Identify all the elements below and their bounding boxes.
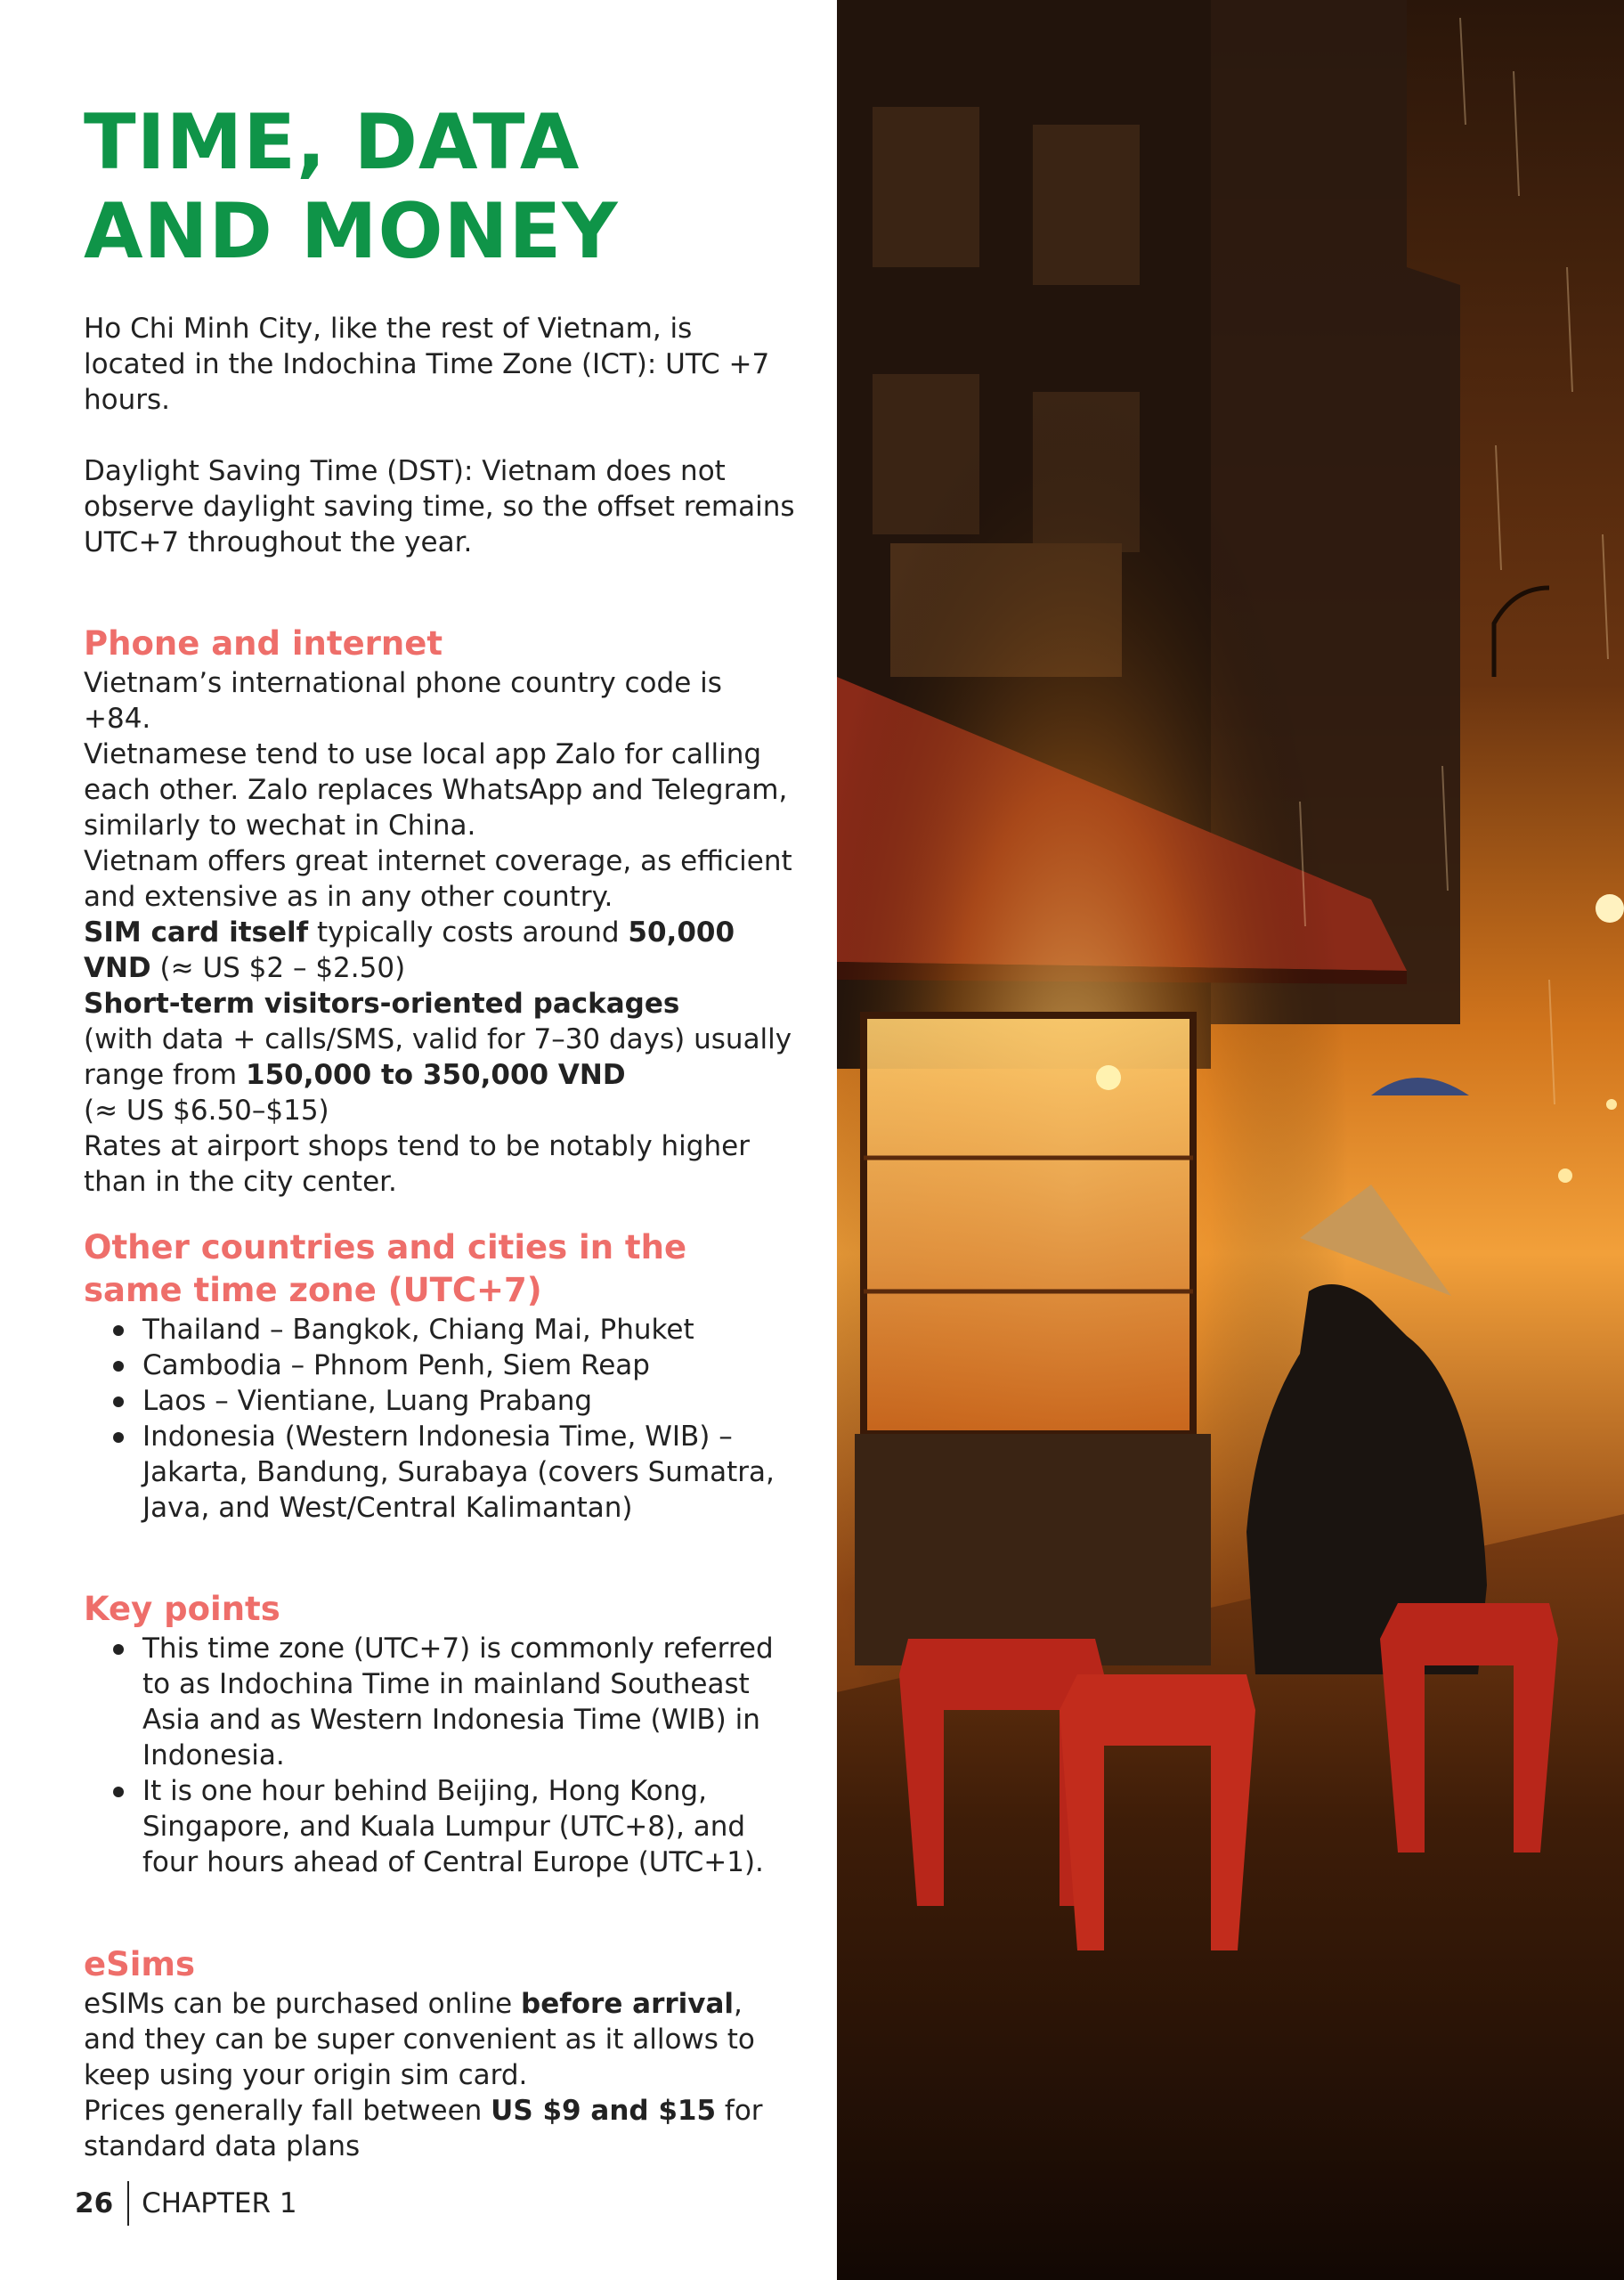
list-item: Cambodia – Phnom Penh, Siem Reap (84, 1348, 796, 1383)
timezone-list (84, 1312, 796, 1526)
title-line-2: AND MONEY (84, 187, 619, 276)
street-food-illustration (837, 0, 1624, 2280)
esims-price-text-a: Prices generally fall between (84, 2095, 491, 2127)
esims-price-range: US $9 and $15 (491, 2095, 717, 2127)
intro-paragraph-2: Daylight Saving Time (DST): Vietnam does not observe daylight saving time, so the offset remains UTC+7 throughout the year. (84, 455, 795, 558)
title-line-1: TIME, DATA (84, 98, 581, 187)
esims-heading: eSims (84, 1945, 196, 1983)
key-points-heading: Key points (84, 1590, 280, 1628)
timezone-section (84, 1226, 796, 1526)
esims-section (84, 1943, 796, 2164)
list-item: Thailand – Bangkok, Chiang Mai, Phuket (84, 1312, 796, 1348)
phone-package-usd: (≈ US $6.50–$15) (84, 1095, 329, 1127)
phone-zalo: Vietnamese tend to use local app Zalo for calling each other. Zalo replaces WhatsApp and Telegram, similarly to wechat in China. (84, 738, 788, 842)
list-item: This time zone (UTC+7) is commonly referred to as Indochina Time in mainland Southeast Asia and as Western Indonesia Time (WIB) in Indonesia. (84, 1631, 796, 1773)
sim-text: typically costs around (308, 916, 629, 949)
package-text: (with data + calls/SMS, valid for 7–30 days) usually range from (84, 1023, 792, 1091)
esims-text-a: eSIMs can be purchased online (84, 1988, 522, 2020)
phone-airport-rates: Rates at airport shops tend to be notably higher than in the city center. (84, 1130, 750, 1198)
list-item: Laos – Vientiane, Luang Prabang (84, 1383, 796, 1419)
sim-label: SIM card itself (84, 916, 309, 949)
esims-text-b: , and they can be super convenient as it allows to keep using your origin sim card. (84, 1988, 755, 2091)
list-item: It is one hour behind Beijing, Hong Kong, Singapore, and Kuala Lumpur (UTC+8), and four hours ahead of Central Europe (UTC+1). (84, 1773, 796, 1880)
key-points-list (84, 1631, 796, 1880)
footer-divider (127, 2181, 129, 2226)
esims-paragraph-2 (84, 2093, 796, 2164)
phone-coverage: Vietnam offers great internet coverage, as efficient and extensive as in any other country. (84, 845, 792, 913)
sim-price-vnd: 50,000 VND (84, 916, 735, 984)
chapter-label: CHAPTER 1 (142, 2187, 297, 2219)
list-item: Indonesia (Western Indonesia Time, WIB) – Jakarta, Bandung, Surabaya (covers Sumatra, Java, and West/Central Kalimantan) (84, 1419, 796, 1526)
esims-before-arrival: before arrival (521, 1988, 735, 2020)
intro-paragraph-1: Ho Chi Minh City, like the rest of Vietnam, is located in the Indochina Time Zone (ICT): UTC +7 hours. (84, 313, 770, 416)
phone-heading: Phone and internet (84, 624, 443, 663)
page-number: 26 (75, 2187, 114, 2219)
esims-paragraph-1 (84, 1986, 796, 2093)
page-footer (75, 2180, 297, 2227)
intro-section (84, 311, 796, 560)
timezone-heading: Other countries and cities in the same time zone (UTC+7) (84, 1228, 687, 1309)
phone-package-label (84, 986, 796, 1022)
sim-price-usd: (≈ US $2 – $2.50) (150, 952, 406, 984)
phone-section (84, 623, 796, 1200)
phone-country-code: Vietnam’s international phone country code is +84. (84, 667, 722, 735)
key-points-section (84, 1588, 796, 1880)
street-food-photo (837, 0, 1624, 2280)
page-title (84, 98, 796, 276)
package-label: Short-term visitors-oriented packages (84, 988, 680, 1020)
package-price-vnd: 150,000 to 350,000 VND (246, 1059, 626, 1091)
esims-price-text-b: for standard data plans (84, 2095, 763, 2162)
phone-sim-price (84, 915, 796, 986)
phone-package-price (84, 1022, 796, 1093)
